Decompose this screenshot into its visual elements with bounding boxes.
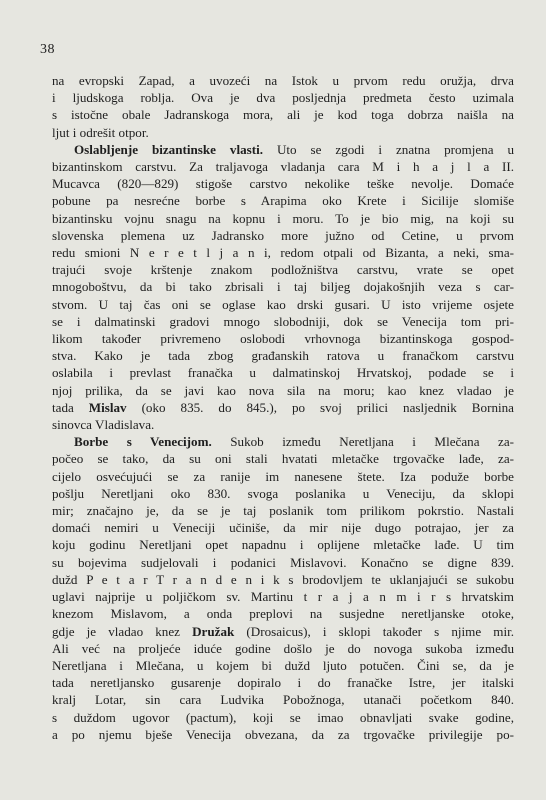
- text-line: [52, 726, 514, 743]
- text-line: [52, 158, 514, 175]
- text-line: [52, 691, 514, 708]
- line-text: mir; značajno je, da se je taj poslanik tom prilikom pokrstio. Nastali: [52, 503, 514, 519]
- line-text: slovenska plemena uz Jadransko more južno od Cetine, u prvom: [52, 227, 514, 243]
- body-text: [52, 72, 514, 743]
- line-text: redu smioni N e r e t l j a n i, redom otpali od Bizanta, a neki, sma-: [52, 245, 514, 261]
- line-text: na evropski Zapad, a uvozeći na Istok u prvom redu oružja, drva: [52, 73, 514, 88]
- text-line: [52, 72, 514, 89]
- line-text: i ljudskoga roblja. Ova je dva posljednja predmeta često uzimala: [52, 90, 514, 106]
- line-text: ljut i odrešit otpor.: [52, 124, 149, 140]
- text-line: [52, 640, 514, 657]
- line-text-continued: (oko 835. do 845.), po svoj prilici nasljednik Bornina: [126, 399, 514, 415]
- bold-name: Mislav: [88, 399, 127, 415]
- text-line: [52, 674, 514, 691]
- text-line: [52, 554, 514, 571]
- line-text: Ali već na proljeće iduće godine došlo je do novoga sukoba između: [52, 640, 514, 656]
- line-text: Sukob između Neretljana i Mlečana za-: [211, 434, 514, 450]
- line-text: pobune pa nesrećne borbe s Arapima oko Krete i Sicilije slomiše: [52, 193, 514, 209]
- line-text: uglavi najprije u poljičkom sv. Martinu t r a j a n m i r s hrvatskim: [52, 589, 514, 605]
- section-heading: Borbe s Venecijom.: [74, 434, 212, 450]
- line-text: cijelo osvećujući se za ranije im nanesene štete. Iza poduže borbe: [52, 468, 514, 484]
- line-text: s istočne obale Jadranskoga mora, ali je kod toga dobrza naišla na: [52, 107, 514, 123]
- line-text: sinovca Vladislava.: [52, 417, 155, 433]
- line-text: su bojevima sudjelovali i podanici Mislavovi. Konačno se digne 839.: [52, 554, 514, 570]
- text-line: [52, 571, 514, 588]
- text-line: [52, 227, 514, 244]
- text-line: [52, 124, 514, 141]
- text-line: [52, 89, 514, 106]
- page-number: 38: [40, 42, 55, 57]
- text-line: [52, 382, 514, 399]
- text-line: [52, 364, 514, 381]
- text-line: [52, 141, 514, 158]
- line-text: bizantinskom carstvu. Za traljavoga vladanja cara M i h a j l a II.: [52, 159, 514, 175]
- text-line: [52, 485, 514, 502]
- line-text: koju godinu Neretljani opet napadnu i oplijene mletačke lađe. U tim: [52, 537, 514, 553]
- bold-name: Družak: [192, 623, 235, 639]
- text-line: [52, 192, 514, 209]
- line-text: s duždom ugovor (pactum), koji se imao obnavljati svake godine,: [52, 709, 514, 725]
- text-line: [52, 278, 514, 295]
- line-text: pošlju Neretljani oko 830. svoga poslanika u Veneciju, da sklopi: [52, 485, 514, 501]
- line-text: a po njemu bješe Venecija obvezana, da za trgovačke privilegije po-: [52, 726, 514, 742]
- line-text: likom također privremeno oslobodi vrhovnoga bizantinskoga gospod-: [52, 331, 514, 347]
- text-line: [52, 588, 514, 605]
- line-text: kralj Lotar, sin cara Ludvika Pobožnoga, utanači početkom 840.: [52, 692, 514, 708]
- text-line: [52, 261, 514, 278]
- line-text: domaći nemiri u Veneciji učiniše, da mir nije dugo potrajao, jer za: [52, 520, 514, 536]
- text-line: [52, 210, 514, 227]
- text-line: [52, 657, 514, 674]
- text-line: [52, 296, 514, 313]
- line-text: gdje je vladao knez: [52, 623, 193, 639]
- line-text: tada neretljansko gusarenje dopiralo i do franačke Istre, jer italski: [52, 675, 514, 691]
- section-heading: Oslabljenje bizantinske vlasti.: [74, 141, 264, 157]
- line-text: Uto se zgodi i znatna promjena u: [263, 141, 514, 157]
- text-line: [52, 175, 514, 192]
- text-line: [52, 106, 514, 123]
- text-line: [52, 330, 514, 347]
- text-line: [52, 399, 514, 416]
- text-line: [52, 502, 514, 519]
- text-line: [52, 347, 514, 364]
- line-text: knezom Mislavom, a onda preplovi na susjedne neretljanske otoke,: [52, 606, 514, 622]
- text-line: [52, 244, 514, 261]
- text-line: [52, 450, 514, 467]
- line-text: trajući svoje krštenje znakom podložništva carstvu, vrate se opet: [52, 262, 514, 278]
- text-line: [52, 468, 514, 485]
- line-text: Neretljana i Mlečana, u kojem bi dužd ljuto potučen. Čini se, da je: [52, 657, 514, 673]
- line-text: stvom. U taj čas oni se oglase kao drski gusari. U isto vrijeme osjete: [52, 296, 514, 312]
- line-text: mnogoboštvu, da bi tako zbrisali i taj biljeg dojakošnjih veza s car-: [52, 279, 514, 295]
- line-text: se i dalmatinski gradovi mnogo slobodniji, dok se Venecija tom pri-: [52, 313, 514, 329]
- line-text: tada: [52, 399, 89, 415]
- text-line: [52, 519, 514, 536]
- text-line: [52, 416, 514, 433]
- line-text: dužd P e t a r T r a n d e n i k s brodovljem te uklanjajući se sukobu: [52, 571, 514, 587]
- line-text: Mucavca (820—829) stigoše carstvo nekolike teške nevolje. Domaće: [52, 176, 514, 192]
- text-line: [52, 313, 514, 330]
- line-text-continued: (Drosaicus), i sklopi također s njime mir.: [234, 623, 514, 639]
- text-line: [52, 433, 514, 450]
- text-line: [52, 709, 514, 726]
- line-text: njoj prilika, da se javi kao nova sila na moru; kao knez vladao je: [52, 382, 514, 398]
- text-line: [52, 605, 514, 622]
- text-line: [52, 536, 514, 553]
- line-text: stva. Kako je tada zbog građanskih ratova u franačkom carstvu: [52, 348, 514, 364]
- line-text: oslabila i prevlast franačka u dalmatinskoj Hrvatskoj, podade se i: [52, 365, 514, 381]
- text-line: [52, 623, 514, 640]
- line-text: bizantinsku vojnu snagu na kopnu i moru. To je bio mig, na koji su: [52, 210, 514, 226]
- line-text: počeo se tako, da su oni stali hvatati mletačke trgovačke lađe, za-: [52, 451, 514, 467]
